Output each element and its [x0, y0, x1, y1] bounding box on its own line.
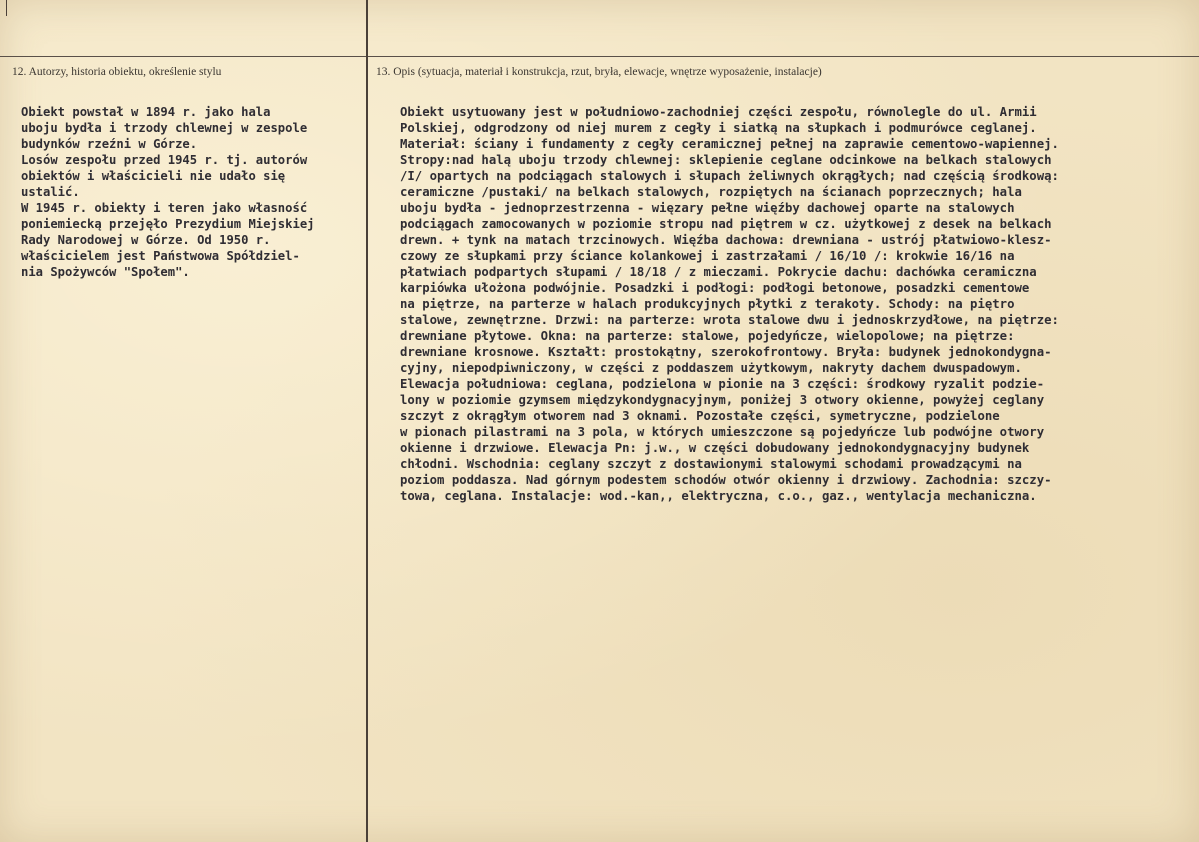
- text-line: Obiekt powstał w 1894 r. jako hala: [21, 105, 271, 119]
- text-line: ustalić.: [21, 185, 80, 199]
- left-column-text: [21, 104, 315, 280]
- text-line: ceramiczne /pustaki/ na belkach stalowych, rozpiętych na ścianach poprzecznych; hala: [400, 185, 1022, 199]
- right-column-header: 13. Opis (sytuacja, materiał i konstrukcja, rzut, bryła, elewacje, wnętrze wyposażenie, instalacje): [376, 66, 822, 78]
- text-line: podciągach zamocowanych w poziomie stropu nad piętrem w cz. użytkowej z desek na belkach: [400, 217, 1052, 231]
- left-column-header: 12. Autorzy, historia obiektu, określenie stylu: [12, 66, 222, 78]
- text-line: czowy ze słupkami przy ściance kolankowej i zastrzałami / 16/10 /: krokwie 16/16 na: [400, 249, 1015, 263]
- text-line: poniemiecką przejęło Prezydium Miejskiej: [21, 217, 315, 231]
- text-line: uboju bydła i trzody chlewnej w zespole: [21, 121, 308, 135]
- text-line: właścicielem jest Państwowa Spółdziel-: [21, 249, 300, 263]
- text-line: na piętrze, na parterze w halach produkcyjnych płytki z terakoty. Schody: na piętro: [400, 297, 1015, 311]
- text-line: drewn. + tynk na matach trzcinowych. Więźba dachowa: drewniana - ustrój płatwiowo-klesz-: [400, 233, 1052, 247]
- text-line: w pionach pilastrami na 3 pola, w których umieszczone są pojedyńcze lub podwójne otwory: [400, 425, 1045, 439]
- top-rule: [0, 56, 1199, 57]
- text-line: nia Spożywców "Społem".: [21, 265, 190, 279]
- text-line: Rady Narodowej w Górze. Od 1950 r.: [21, 233, 271, 247]
- text-line: drewniane płytowe. Okna: na parterze: stalowe, pojedyńcze, wielopolowe; na piętrze:: [400, 329, 1015, 343]
- text-line: karpiówka ułożona podwójnie. Posadzki i podłogi: podłogi betonowe, posadzki cementowe: [400, 281, 1030, 295]
- text-line: okienne i drzwiowe. Elewacja Pn: j.w., w części dobudowany jednokondygnacyjny budynek: [400, 441, 1030, 455]
- text-line: Losów zespołu przed 1945 r. tj. autorów: [21, 153, 308, 167]
- text-line: drewniane krosnowe. Kształt: prostokątny, szerokofrontowy. Bryła: budynek jednokondygna-: [400, 345, 1052, 359]
- text-line: szczyt z okrągłym otworem nad 3 oknami. Pozostałe części, symetryczne, podzielone: [400, 409, 1000, 423]
- text-line: budynków rzeźni w Górze.: [21, 137, 198, 151]
- text-line: uboju bydła - jednoprzestrzenna - więzary pełne więźby dachowej oparte na stalowych: [400, 201, 1015, 215]
- column-divider: [366, 0, 368, 842]
- text-line: towa, ceglana. Instalacje: wod.-kan,, elektryczna, c.o., gaz., wentylacja mechaniczna.: [400, 489, 1037, 503]
- text-line: cyjny, niepodpiwniczony, w części z poddaszem użytkowym, nakryty dachem dwuspadowym.: [400, 361, 1022, 375]
- text-line: obiektów i właścicieli nie udało się: [21, 169, 286, 183]
- text-line: lony w poziomie gzymsem międzykondygnacyjnym, poniżej 3 otwory okienne, powyżej ceglany: [400, 393, 1045, 407]
- text-line: Materiał: ściany i fundamenty z cegły ceramicznej pełnej na zaprawie cementowo-wapiennej.: [400, 137, 1059, 151]
- text-line: Obiekt usytuowany jest w południowo-zachodniej części zespołu, równolegle do ul. Armii: [400, 105, 1037, 119]
- text-line: Stropy:nad halą uboju trzody chlewnej: sklepienie ceglane odcinkowe na belkach stalowych: [400, 153, 1052, 167]
- text-line: stalowe, zewnętrzne. Drzwi: na parterze: wrota stalowe dwu i jednoskrzydłowe, na piętrze:: [400, 313, 1059, 327]
- text-line: płatwiach podpartych słupami / 18/18 / z mieczami. Pokrycie dachu: dachówka ceramiczna: [400, 265, 1037, 279]
- text-line: poziom poddasza. Nad górnym podestem schodów otwór okienny i drzwiowy. Zachodnia: szczy-: [400, 473, 1052, 487]
- right-column-text: [400, 104, 1059, 504]
- text-line: chłodni. Wschodnia: ceglany szczyt z dostawionymi stalowymi schodami prowadzącymi na: [400, 457, 1022, 471]
- top-edge-tick: [6, 0, 7, 16]
- text-line: W 1945 r. obiekty i teren jako własność: [21, 201, 308, 215]
- text-line: /I/ opartych na podciągach stalowych i słupach żeliwnych okrągłych; nad częścią środkową:: [400, 169, 1059, 183]
- text-line: Polskiej, odgrodzony od niej murem z cegły i siatką na słupkach i podmurówce ceglanej.: [400, 121, 1037, 135]
- text-line: Elewacja południowa: ceglana, podzielona w pionie na 3 części: środkowy ryzalit podzie-: [400, 377, 1045, 391]
